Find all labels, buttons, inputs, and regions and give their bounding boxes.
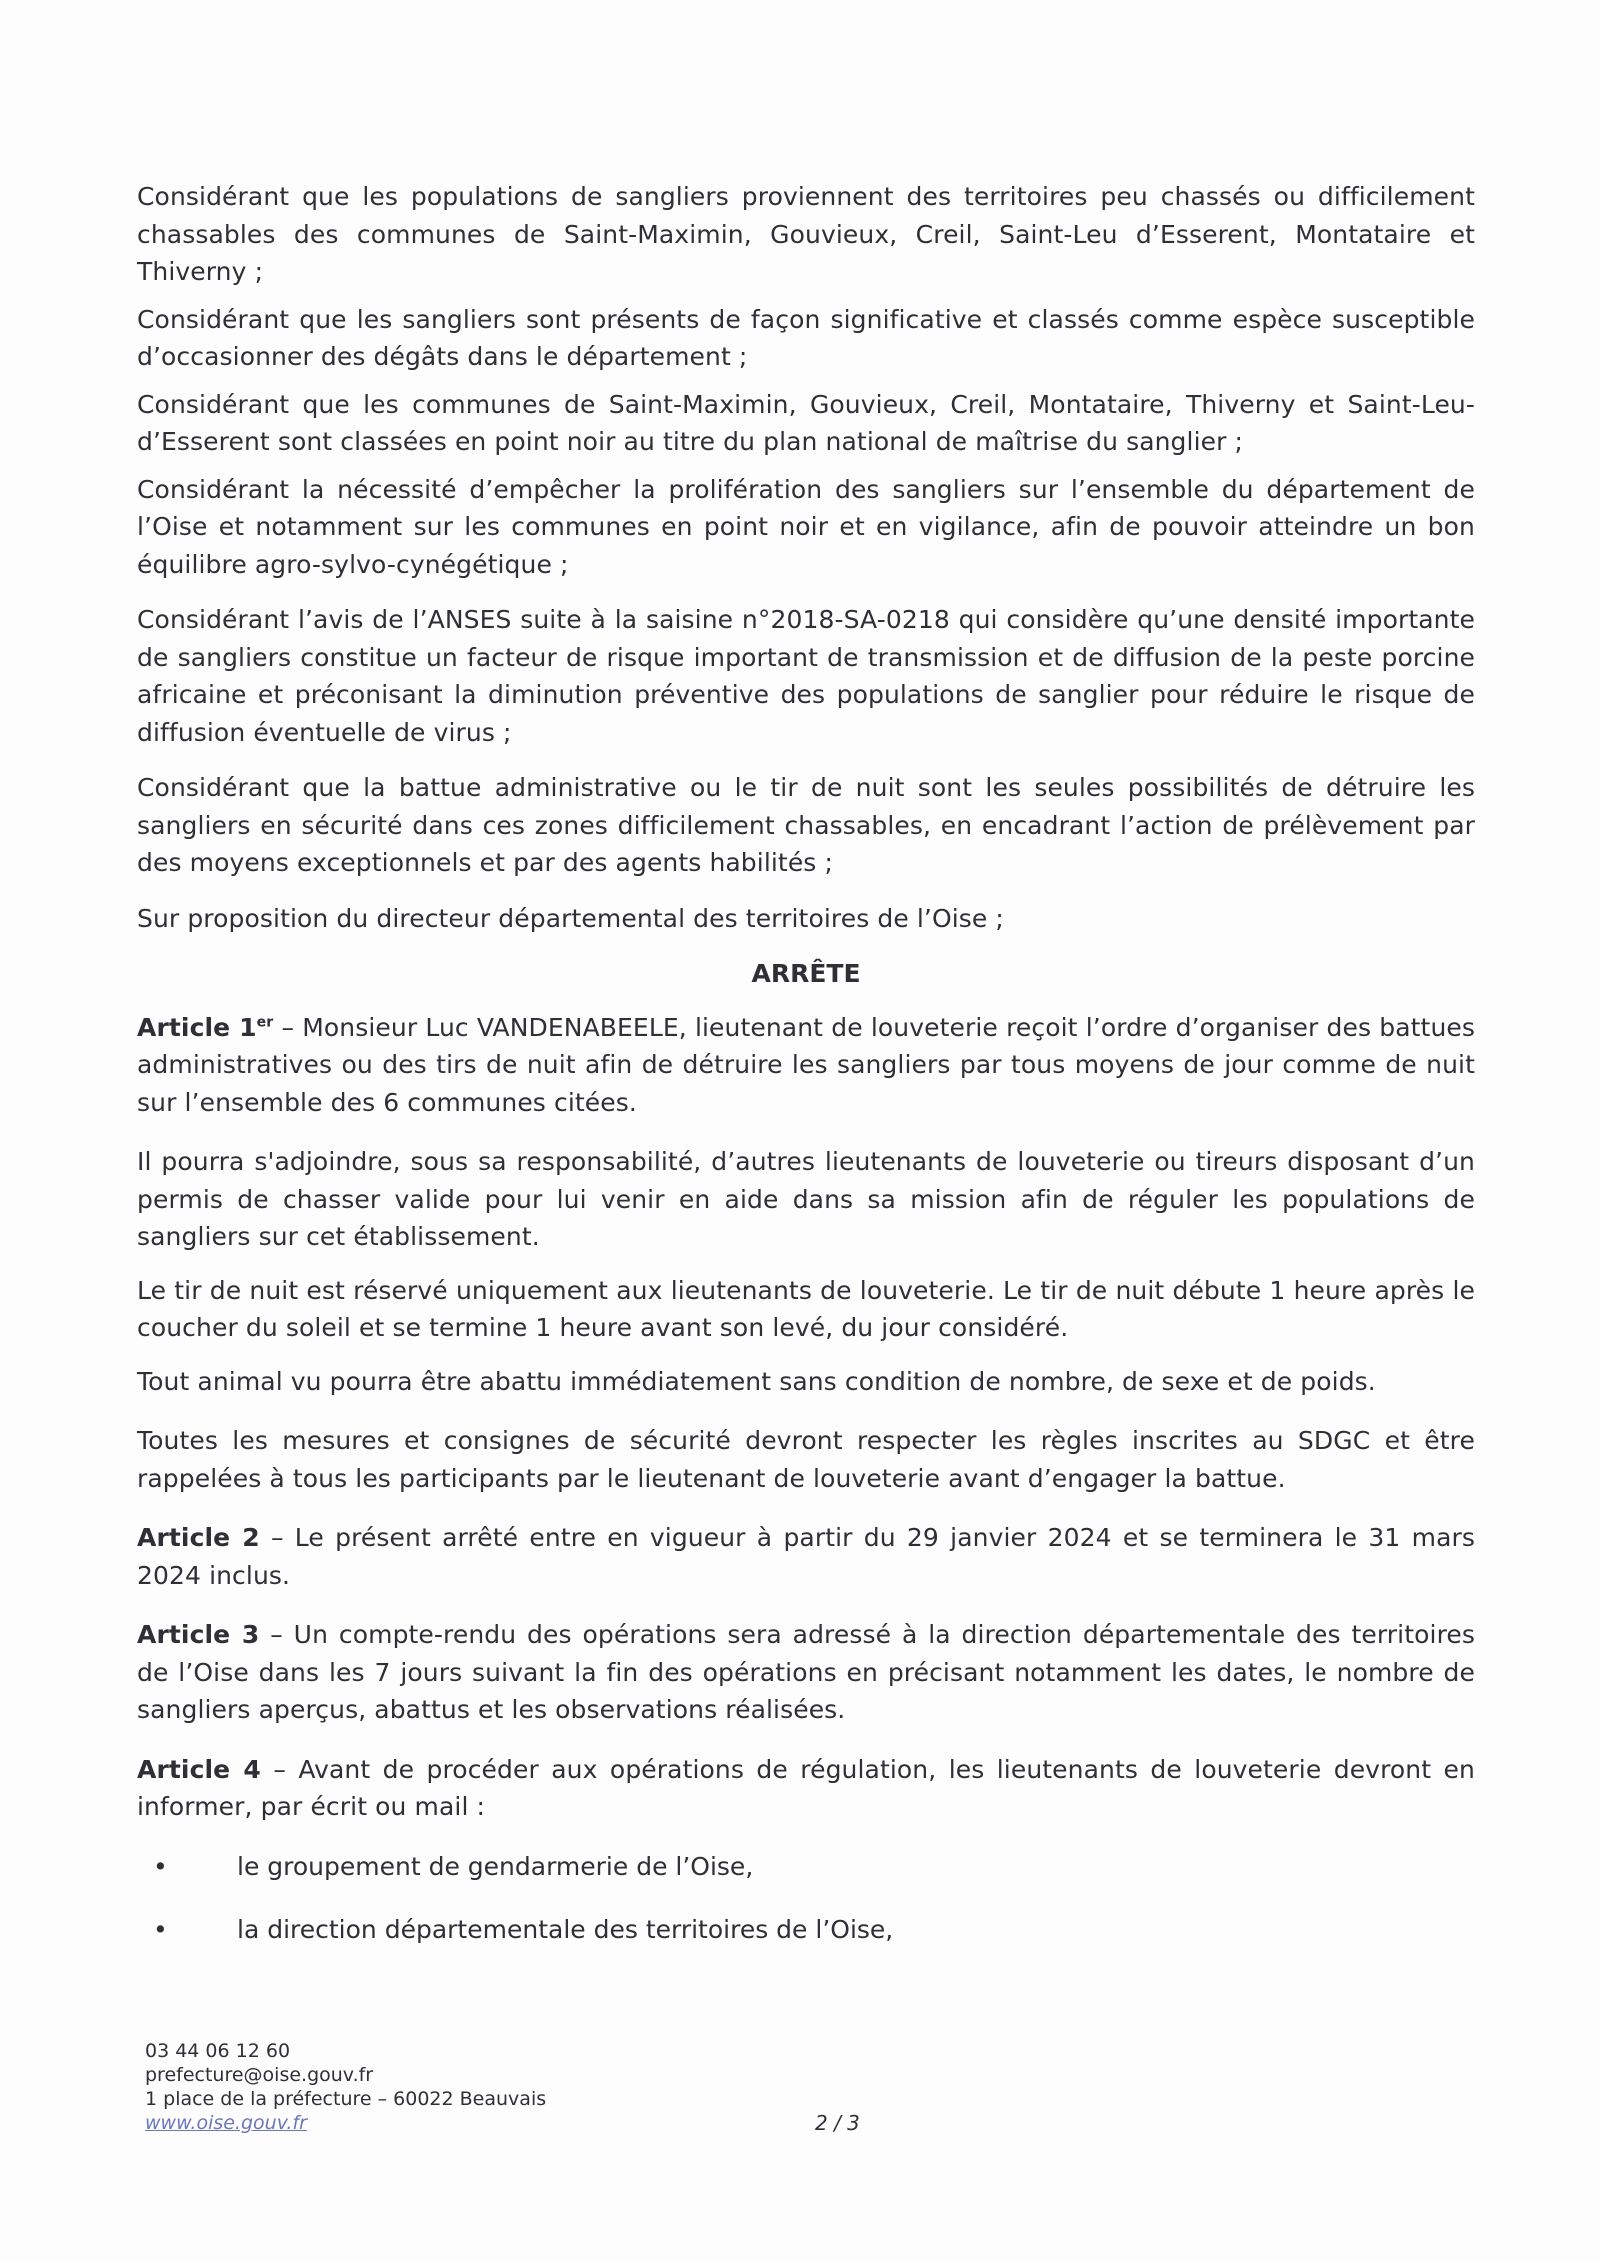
proposition-line: Sur proposition du directeur départemental des territoires de l’Oise ; [137, 903, 1004, 933]
considerant-5: Considérant l’avis de l’ANSES suite à la saisine n°2018-SA-0218 qui considère qu’une densité importante de sangliers constitue un facteur de risque important de transmission et de diffusion de la peste porcine africaine et préconisant la diminution préventive des populations de sanglier pour réduire le risque de diffusion éventuelle de virus ; [137, 605, 1475, 747]
considerant-6: Considérant que la battue administrative ou le tir de nuit sont les seules possibilités de détruire les sangliers en sécurité dans ces zones difficilement chassables, en encadrant l’action de prélèvement par des moyens exceptionnels et par des agents habilités ; [137, 773, 1475, 877]
footer-phone: 03 44 06 12 60 [145, 2040, 291, 2062]
article-1-paragraph-4: Tout animal vu pourra être abattu immédiatement sans condition de nombre, de sexe et de poids. [137, 1366, 1376, 1396]
bullet-icon: • [153, 1915, 168, 1944]
article-1-paragraph-3: Le tir de nuit est réservé uniquement aux lieutenants de louveterie. Le tir de nuit débute 1 heure après le coucher du soleil et se termine 1 heure avant son levé, du jour considéré. [137, 1275, 1475, 1342]
considerant-1: Considérant que les populations de sangliers proviennent des territoires peu chassés ou difficilement chassables des communes de Saint-Maximin, Gouvieux, Creil, Saint-Leu d’Esserent, Montataire et Thiverny ; [137, 182, 1475, 286]
footer-address: 1 place de la préfecture – 60022 Beauvais [145, 2088, 547, 2110]
article-2 [137, 1519, 1475, 1594]
article-3 [137, 1616, 1475, 1729]
arrete-title: ARRÊTE [751, 959, 861, 988]
article-4-text: – Avant de procéder aux opérations de régulation, les lieutenants de louveterie devront en informer, par écrit ou mail : [137, 1754, 1475, 1821]
article-3-label: Article 3 [137, 1620, 260, 1649]
considerant-4: Considérant la nécessité d’empêcher la prolifération des sangliers sur l’ensemble du département de l’Oise et notamment sur les communes en point noir et en vigilance, afin de pouvoir atteindre un bon équilibre agro-sylvo-cynégétique ; [137, 474, 1475, 579]
bullet-icon: • [153, 1851, 168, 1881]
page-number: 2 / 3 [815, 2111, 860, 2135]
list-item-text: la direction départementale des territoires de l’Oise, [237, 1915, 894, 1944]
footer-email[interactable]: prefecture@oise.gouv.fr [145, 2064, 374, 2086]
article-2-text: – Le présent arrêté entre en vigueur à partir du 29 janvier 2024 et se terminera le 31 mars 2024 inclus. [137, 1523, 1475, 1590]
footer-contact [145, 2039, 546, 2135]
article-1-label: Article 1er [137, 1012, 274, 1042]
list-item [137, 1911, 1475, 1949]
article-4-label: Article 4 [137, 1754, 261, 1784]
article-2-label: Article 2 [137, 1523, 260, 1552]
article-1-paragraph-5: Toutes les mesures et consignes de sécurité devront respecter les règles inscrites au SDGC et être rappelées à tous les participants par le lieutenant de louveterie avant d’engager la battue. [137, 1426, 1475, 1493]
list-item-text: le groupement de gendarmerie de l’Oise, [237, 1851, 754, 1881]
article-1-text: – Monsieur Luc VANDENABEELE, lieutenant de louveterie reçoit l’ordre d’organiser des battues administratives ou des tirs de nuit afin de détruire les sangliers par tous moyens de jour comme de nuit sur l’ensemble des 6 communes citées. [137, 1012, 1475, 1117]
article-4 [137, 1751, 1475, 1826]
article-1-paragraph-2: Il pourra s'adjoindre, sous sa responsabilité, d’autres lieutenants de louveterie ou tireurs disposant d’un permis de chasser valide pour lui venir en aide dans sa mission afin de réguler les populations de sangliers sur cet établissement. [137, 1147, 1475, 1251]
article-1 [137, 1009, 1475, 1122]
footer-website-link[interactable]: www.oise.gouv.fr [145, 2112, 307, 2134]
considerant-2: Considérant que les sangliers sont présents de façon significative et classés comme espèce susceptible d’occasionner des dégâts dans le département ; [137, 304, 1475, 371]
article-3-text: – Un compte-rendu des opérations sera adressé à la direction départementale des territoires de l’Oise dans les 7 jours suivant la fin des opérations en précisant notamment les dates, le nombre de sangliers aperçus, abattus et les observations réalisées. [137, 1620, 1475, 1724]
document-body [137, 178, 1475, 1949]
considerant-3: Considérant que les communes de Saint-Maximin, Gouvieux, Creil, Montataire, Thiverny et Saint-Leu-d’Esserent sont classées en point noir au titre du plan national de maîtrise du sanglier ; [137, 389, 1475, 456]
list-item [137, 1848, 1475, 1886]
